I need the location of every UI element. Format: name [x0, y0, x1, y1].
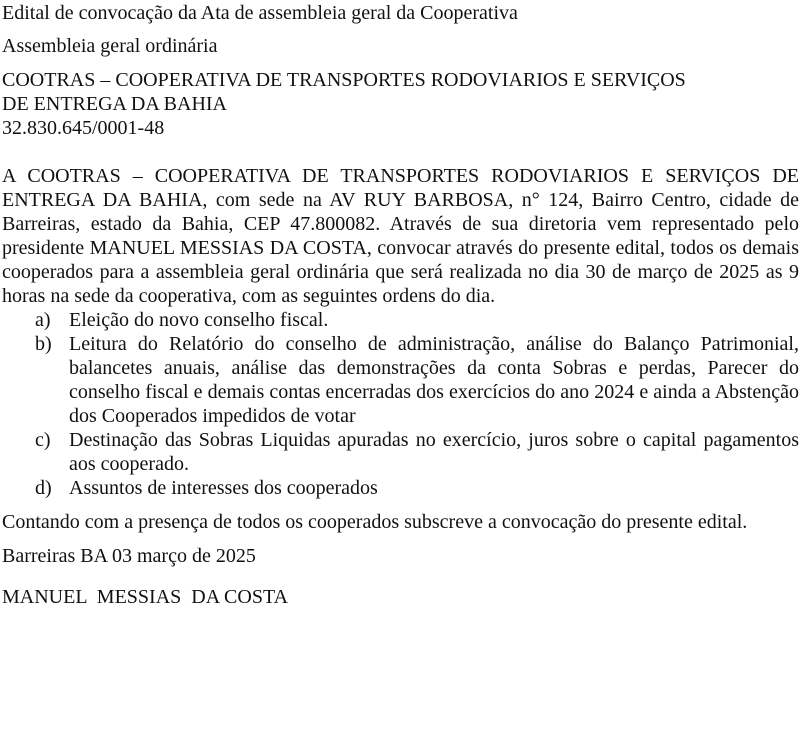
- agenda-item-c: [2, 428, 799, 476]
- main-paragraph: A COOTRAS – COOPERATIVA DE TRANSPORTES RODOVIARIOS E SERVIÇOS DE ENTREGA DA BAHIA, com sede na AV RUY BARBOSA, n° 124, Bairro Centro, cidade de Barreiras, estado da Bahia, CEP 47.800082. Através de sua diretoria vem representado pelo presidente MANUEL MESSIAS DA COSTA, convocar através do presente edital, todos os demais cooperados para a assembleia geral ordinária que será realizada no dia 30 de março de 2025 as 9 horas na sede da cooperativa, com as seguintes ordens do dia.: [2, 165, 799, 307]
- document: [2, 0, 799, 609]
- signature-name: MANUEL MESSIAS DA COSTA: [2, 586, 289, 608]
- document-subtitle: Assembleia geral ordinária: [2, 35, 218, 57]
- company-name-line-2: DE ENTREGA DA BAHIA: [2, 93, 227, 115]
- closing-paragraph: Contando com a presença de todos os cooperados subscreve a convocação do presente edital.: [2, 511, 748, 533]
- agenda-text: Assuntos de interesses dos cooperados: [69, 477, 378, 499]
- agenda-item-b: [2, 332, 799, 428]
- company-cnpj: 32.830.645/0001-48: [2, 117, 165, 139]
- agenda-marker: d): [35, 477, 52, 499]
- agenda-text: Eleição do novo conselho fiscal.: [69, 309, 329, 331]
- agenda-text: Leitura do Relatório do conselho de administração, análise do Balanço Patrimonial, balancetes anuais, análise das demonstrações da conta Sobras e perdas, Parecer do conselho fiscal e demais contas encerradas dos exercícios do ano 2024 e ainda a Abstenção dos Cooperados impedidos de votar: [69, 333, 799, 427]
- agenda-marker: b): [35, 333, 52, 355]
- agenda-marker: a): [35, 309, 51, 331]
- place-and-date: Barreiras BA 03 março de 2025: [2, 545, 256, 567]
- company-name-line-1: COOTRAS – COOPERATIVA DE TRANSPORTES RODOVIARIOS E SERVIÇOS: [2, 69, 686, 91]
- document-title: Edital de convocação da Ata de assembleia geral da Cooperativa: [2, 2, 518, 24]
- agenda-item-d: [2, 476, 799, 500]
- agenda-list: [2, 308, 799, 500]
- agenda-item-a: [2, 308, 799, 332]
- agenda-text: Destinação das Sobras Liquidas apuradas no exercício, juros sobre o capital pagamentos aos cooperado.: [69, 429, 799, 475]
- agenda-marker: c): [35, 429, 51, 451]
- company-block: [2, 68, 799, 140]
